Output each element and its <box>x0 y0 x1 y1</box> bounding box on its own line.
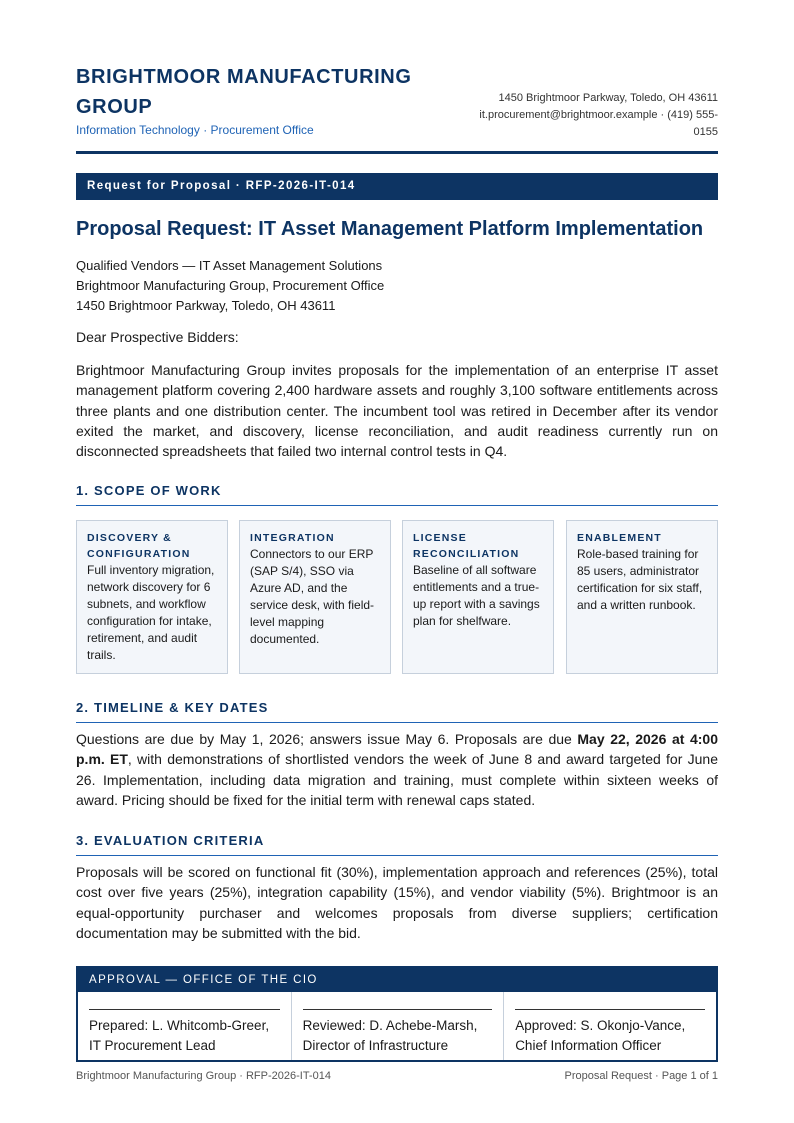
document-title: Proposal Request: IT Asset Management Platform Implementation <box>76 218 704 240</box>
scope-card-body: Connectors to our ERP (SAP S/4), SSO via Azure AD, and the service desk, with field-level mapping documented. <box>250 547 375 646</box>
signature-block <box>78 992 291 1060</box>
signature-line <box>89 1009 280 1010</box>
section-heading-evaluation: 3. EVALUATION CRITERIA <box>76 833 718 856</box>
recipient-line: Qualified Vendors — IT Asset Management Solutions <box>76 258 383 273</box>
evaluation-paragraph: Proposals will be scored on functional fit (30%), implementation approach and references (25%), total cost over five years (25%), integration capability (15%), and vendor viability (5%). Brightmoor is an equal-opportunity purchaser and welcomes proposals from diverse suppliers; certification documentation may be submitted with the bid. <box>76 864 718 941</box>
section-heading-timeline: 2. TIMELINE & KEY DATES <box>76 700 718 723</box>
document-page <box>76 0 718 1123</box>
scope-card-title: ENABLEMENT <box>577 532 662 544</box>
approval-box <box>76 966 718 1062</box>
footer-left: Brightmoor Manufacturing Group · RFP-2026-IT-014 <box>76 1070 331 1082</box>
signatory-title: Chief Information Officer <box>515 1038 662 1053</box>
signature-block <box>503 992 716 1060</box>
recipient-line: 1450 Brightmoor Parkway, Toledo, OH 43611 <box>76 298 336 313</box>
organization-name: BRIGHTMOOR MANUFACTURING GROUP <box>76 66 412 118</box>
scope-card-title: LICENSE RECONCILIATION <box>413 532 520 560</box>
header-divider <box>76 151 718 154</box>
signatory-title: Director of Infrastructure <box>302 1038 449 1053</box>
scope-card <box>566 520 718 674</box>
proposal-due-date: May 22, 2026 at 4:00 p.m. ET <box>76 731 718 768</box>
scope-card-body: Baseline of all software entitlements and a true-up report with a savings plan for shelfware. <box>413 563 540 628</box>
timeline-text: , with demonstrations of shortlisted vendors the week of June 8 and award targeted for June 26. Implementation, including data migration and training, must complete within sixteen weeks of award. Pricing should be fixed for the initial term with renewal caps stated. <box>76 751 718 808</box>
signature-line <box>303 1009 493 1010</box>
signatory <box>89 1016 285 1056</box>
section-heading-scope: 1. SCOPE OF WORK <box>76 483 718 506</box>
signature-line <box>515 1009 705 1010</box>
scope-card-title: DISCOVERY & CONFIGURATION <box>87 532 191 560</box>
scope-card-body: Full inventory migration, network discovery for 6 subnets, and workflow configuration for intake, retirement, and audit trails. <box>87 563 215 662</box>
scope-card-title: INTEGRATION <box>250 532 335 544</box>
signatory-name: Reviewed: D. Achebe-Marsh, <box>302 1018 478 1033</box>
address-line: 1450 Brightmoor Parkway, Toledo, OH 43611 <box>498 92 718 104</box>
salutation: Dear Prospective Bidders: <box>76 329 239 345</box>
footer-right: Proposal Request · Page 1 of 1 <box>564 1070 718 1082</box>
scope-card <box>76 520 228 674</box>
intro-paragraph: Brightmoor Manufacturing Group invites proposals for the implementation of an enterprise IT asset management platform covering 2,400 hardware assets and roughly 3,100 software entitlements across three plants and one distribution center. The incumbent tool was retired in December after its vendor exited the market, and discovery, license reconciliation, and audit readiness currently run on disconnected spreadsheets that failed two internal control tests in Q4. <box>76 362 718 460</box>
signatory-name: Prepared: L. Whitcomb-Greer, <box>89 1018 270 1033</box>
signatory <box>515 1016 710 1056</box>
scope-card <box>402 520 554 674</box>
timeline-paragraph <box>76 729 718 810</box>
signatory-name: Approved: S. Okonjo-Vance, <box>515 1018 686 1033</box>
letterhead <box>76 62 718 154</box>
recipient-line: Brightmoor Manufacturing Group, Procurement Office <box>76 278 385 293</box>
signature-block <box>291 992 504 1060</box>
contact-line: it.procurement@brightmoor.example · (419) 555-0155 <box>479 109 718 138</box>
rfp-banner: Request for Proposal · RFP-2026-IT-014 <box>76 173 718 200</box>
scope-cards <box>76 520 718 674</box>
approval-heading: APPROVAL — OFFICE OF THE CIO <box>78 968 716 992</box>
signatory <box>303 1016 498 1056</box>
scope-card-body: Role-based training for 85 users, administrator certification for six staff, and a written runbook. <box>577 547 703 612</box>
department-line: Information Technology · Procurement Office <box>76 123 314 137</box>
timeline-text: Questions are due by May 1, 2026; answers issue May 6. Proposals are due <box>76 731 578 747</box>
signatory-title: IT Procurement Lead <box>89 1038 216 1053</box>
recipient-block <box>76 256 384 316</box>
scope-card <box>239 520 391 674</box>
contact-block <box>458 90 718 141</box>
